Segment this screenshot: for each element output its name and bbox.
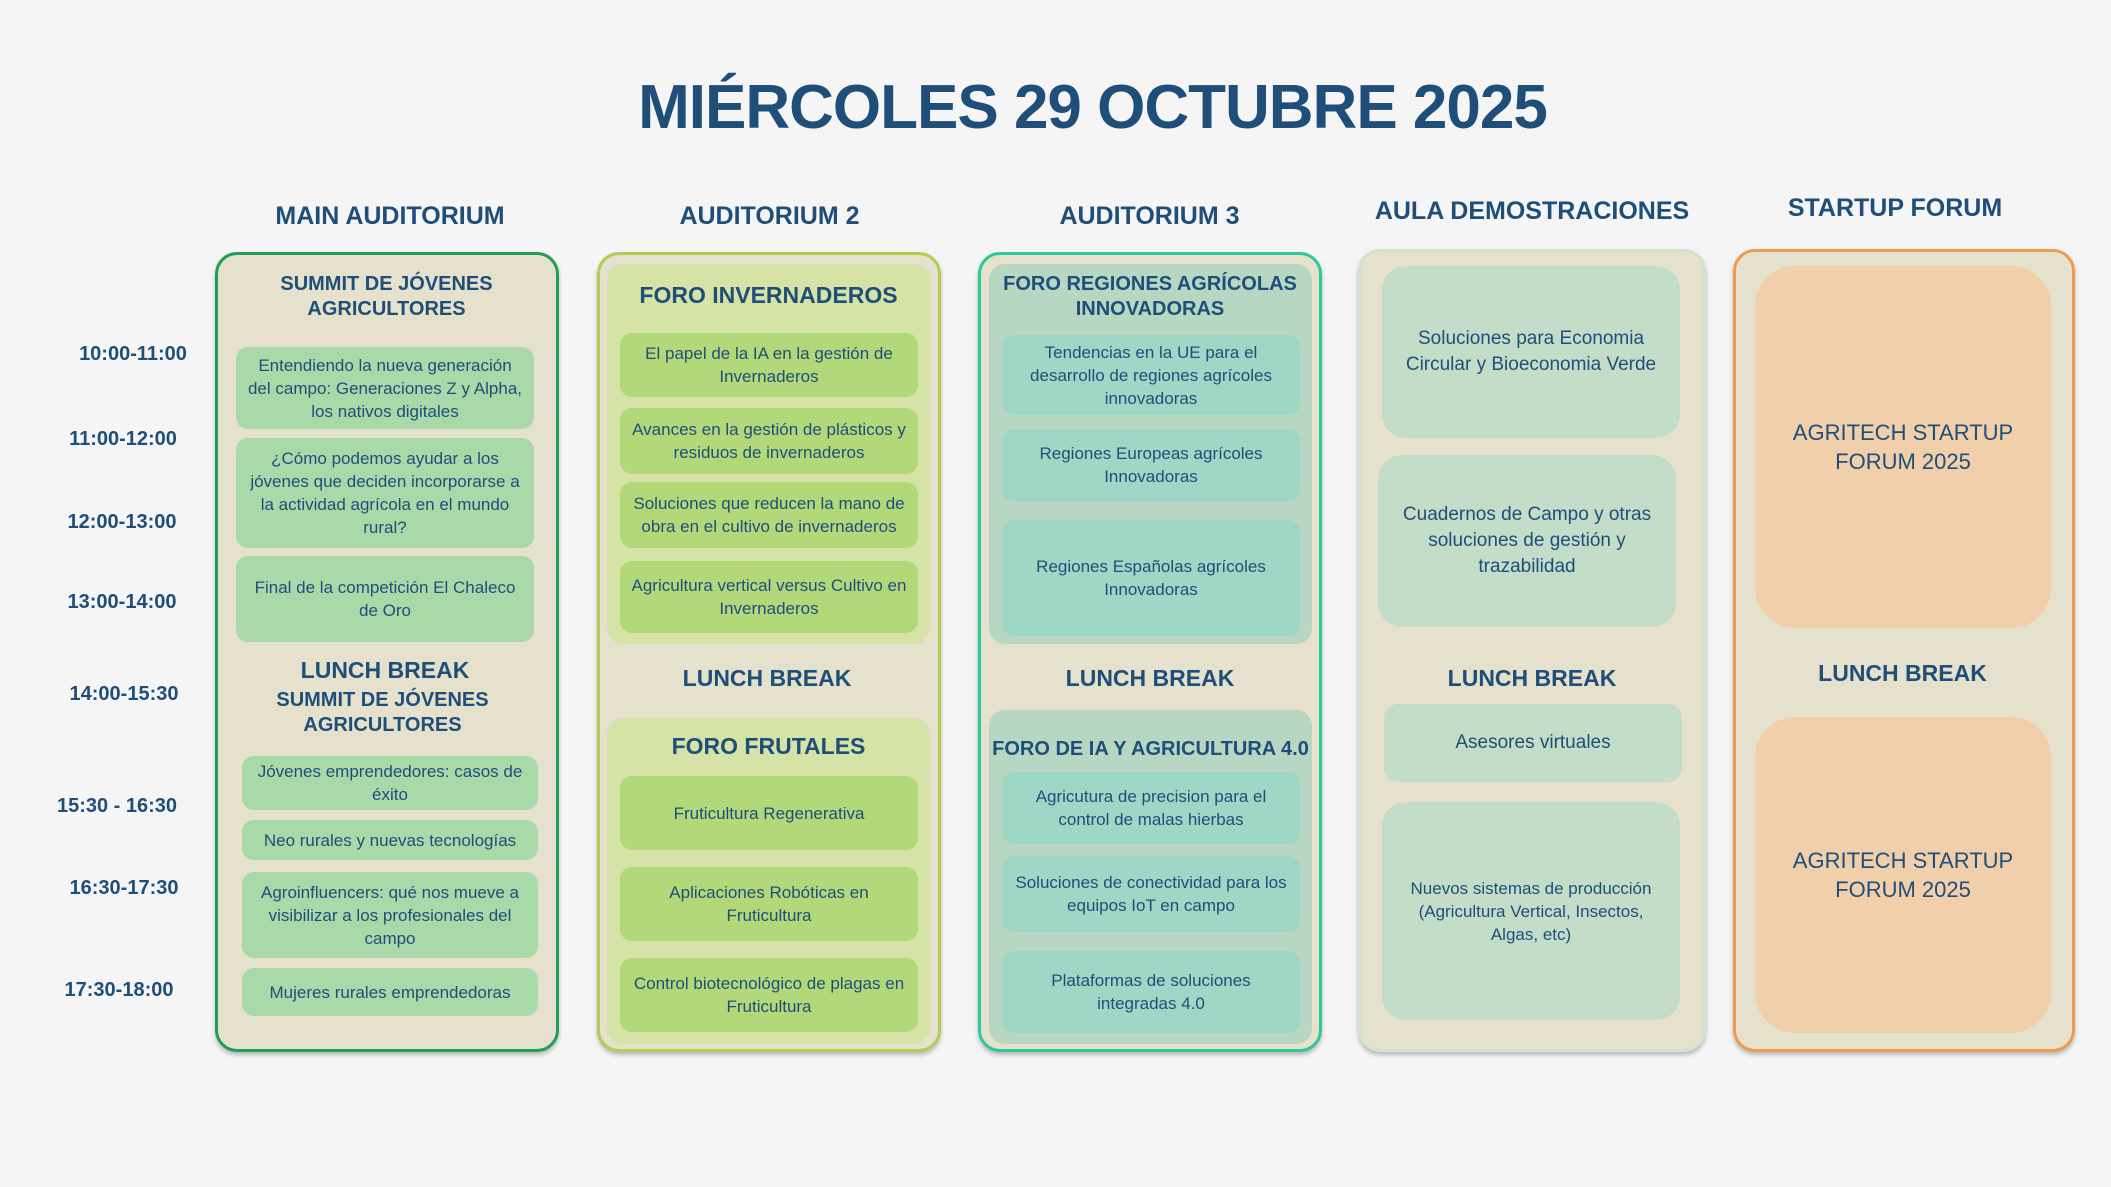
time-slot-label: 14:00-15:30: [69, 683, 179, 705]
startup-forum-box[interactable]: AGRITECH STARTUP FORUM 2025: [1755, 717, 2051, 1033]
session-box[interactable]: Final de la competición El Chaleco de Oro: [236, 556, 534, 642]
session-box[interactable]: Avances en la gestión de plásticos y residuos de invernaderos: [620, 408, 918, 474]
session-box[interactable]: Fruticultura Regenerativa: [620, 776, 918, 850]
session-box[interactable]: Neo rurales y nuevas tecnologías: [242, 820, 538, 860]
summit-morning-title: SUMMIT DE JÓVENES AGRICULTORES: [280, 273, 493, 320]
page-title: MIÉRCOLES 29 OCTUBRE 2025: [638, 73, 1547, 142]
time-slot-label: 12:00-13:00: [67, 511, 177, 533]
time-slot-label: 10:00-11:00: [79, 343, 187, 365]
summit-afternoon-title: SUMMIT DE JÓVENES AGRICULTORES: [276, 689, 489, 736]
session-box[interactable]: Control biotecnológico de plagas en Fruticultura: [620, 958, 918, 1032]
session-box[interactable]: El papel de la IA en la gestión de Invernaderos: [620, 333, 918, 397]
time-slot-label: 13:00-14:00: [67, 591, 177, 613]
session-box[interactable]: Agricultura vertical versus Cultivo en Invernaderos: [620, 561, 918, 633]
session-box[interactable]: Regiones Españolas agrícoles Innovadoras: [1002, 520, 1300, 636]
session-box[interactable]: Cuadernos de Campo y otras soluciones de gestión y trazabilidad: [1378, 455, 1676, 627]
session-box[interactable]: ¿Cómo podemos ayudar a los jóvenes que deciden incorporarse a la actividad agrícola en el mundo rural?: [236, 438, 534, 548]
column-header-auditorium-2: AUDITORIUM 2: [679, 202, 860, 230]
session-box[interactable]: Regiones Europeas agrícoles Innovadoras: [1002, 429, 1300, 501]
session-box[interactable]: Entendiendo la nueva generación del campo: Generaciones Z y Alpha, los nativos digitales: [236, 347, 534, 429]
session-box[interactable]: Agricutura de precision para el control de malas hierbas: [1002, 772, 1300, 844]
lunch-break-label: LUNCH BREAK: [682, 665, 852, 691]
time-slot-label: 15:30 - 16:30: [56, 795, 178, 817]
startup-forum-box[interactable]: AGRITECH STARTUP FORUM 2025: [1755, 266, 2051, 628]
session-box[interactable]: Plataformas de soluciones integradas 4.0: [1002, 951, 1300, 1033]
session-box[interactable]: Tendencias en la UE para el desarrollo de regiones agrícoles innovadoras: [1002, 335, 1300, 415]
foro-invernaderos-title: FORO INVERNADEROS: [639, 282, 898, 308]
time-slot-label: 17:30-18:00: [64, 979, 174, 1001]
session-box[interactable]: Jóvenes emprendedores: casos de éxito: [242, 756, 538, 810]
foro-regiones-title: FORO REGIONES AGRÍCOLAS INNOVADORAS: [1003, 273, 1297, 320]
lunch-break-label: LUNCH BREAK: [1818, 660, 1987, 686]
column-header-aula-demostraciones: AULA DEMOSTRACIONES: [1374, 197, 1690, 225]
time-slot-label: 16:30-17:30: [69, 877, 179, 899]
session-box[interactable]: Nuevos sistemas de producción (Agricultura Vertical, Insectos, Algas, etc): [1382, 802, 1680, 1020]
column-header-startup-forum: STARTUP FORUM: [1787, 194, 2003, 222]
foro-ia-title: FORO DE IA Y AGRICULTURA 4.0: [992, 738, 1309, 760]
foro-frutales-title: FORO FRUTALES: [671, 733, 866, 759]
session-box[interactable]: Soluciones para Economia Circular y Bioeconomia Verde: [1382, 266, 1680, 438]
session-box[interactable]: Soluciones que reducen la mano de obra en el cultivo de invernaderos: [620, 482, 918, 548]
column-header-main-auditorium: MAIN AUDITORIUM: [275, 202, 505, 230]
session-box[interactable]: Soluciones de conectividad para los equipos IoT en campo: [1002, 856, 1300, 932]
lunch-break-label: LUNCH BREAK: [300, 657, 470, 683]
session-box[interactable]: Mujeres rurales emprendedoras: [242, 968, 538, 1016]
session-box[interactable]: Aplicaciones Robóticas en Fruticultura: [620, 867, 918, 941]
session-box[interactable]: Asesores virtuales: [1384, 704, 1682, 782]
column-header-auditorium-3: AUDITORIUM 3: [1059, 202, 1240, 230]
lunch-break-label: LUNCH BREAK: [1447, 665, 1617, 691]
time-slot-label: 11:00-12:00: [69, 428, 177, 450]
session-box[interactable]: Agroinfluencers: qué nos mueve a visibilizar a los profesionales del campo: [242, 872, 538, 958]
lunch-break-label: LUNCH BREAK: [1065, 665, 1235, 691]
